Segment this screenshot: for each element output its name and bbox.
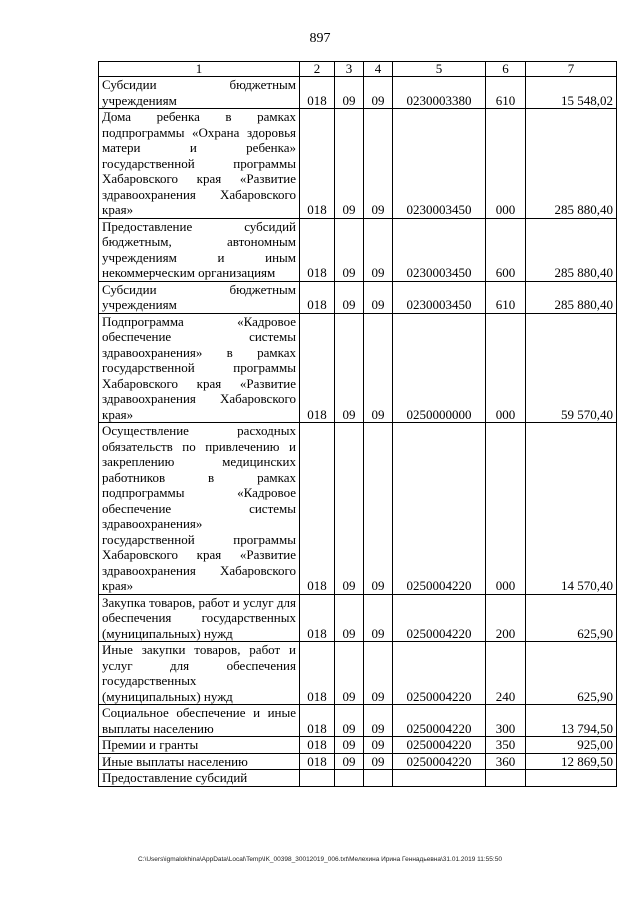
row-code-cell: 09 xyxy=(364,594,393,642)
row-code-cell: 09 xyxy=(335,281,364,313)
row-code-cell: 09 xyxy=(364,753,393,770)
table-row xyxy=(99,281,617,313)
row-code-cell: 018 xyxy=(300,423,335,595)
row-name-cell: Социальное обеспечение и иные выплаты населению xyxy=(99,705,300,737)
table-row xyxy=(99,313,617,423)
row-code-cell: 09 xyxy=(335,109,364,219)
row-name-cell: Предоставление субсидий xyxy=(99,770,300,787)
row-name-cell: Подпрограмма «Кадровое обеспечение системы здравоохранения» в рамках государственной программы Хабаровского края «Развитие здравоохранения Хабаровского края» xyxy=(99,313,300,423)
row-code-cell: 610 xyxy=(486,77,526,109)
header-cell: 6 xyxy=(486,62,526,77)
row-code-cell: 000 xyxy=(486,109,526,219)
row-name-cell: Предоставление субсидий бюджетным, автономным учреждениям и иным некоммерческим организациям xyxy=(99,218,300,281)
row-code-cell: 018 xyxy=(300,313,335,423)
row-code-cell: 09 xyxy=(335,594,364,642)
header-cell: 5 xyxy=(393,62,486,77)
row-code-cell: 09 xyxy=(364,218,393,281)
row-code-cell: 018 xyxy=(300,594,335,642)
table-row xyxy=(99,705,617,737)
row-code-cell: 0230003450 xyxy=(393,281,486,313)
row-code-cell: 09 xyxy=(364,281,393,313)
table-row xyxy=(99,109,617,219)
header-cell: 3 xyxy=(335,62,364,77)
row-code-cell: 09 xyxy=(335,753,364,770)
row-code-cell: 09 xyxy=(335,737,364,754)
row-code-cell: 925,00 xyxy=(526,737,617,754)
row-code-cell: 285 880,40 xyxy=(526,109,617,219)
table-row xyxy=(99,423,617,595)
row-code-cell: 285 880,40 xyxy=(526,281,617,313)
row-code-cell: 0250000000 xyxy=(393,313,486,423)
table-row xyxy=(99,77,617,109)
row-code-cell: 285 880,40 xyxy=(526,218,617,281)
row-code-cell: 0230003380 xyxy=(393,77,486,109)
row-code-cell xyxy=(300,770,335,787)
row-name-cell: Дома ребенка в рамках подпрограммы «Охрана здоровья матери и ребенка» государственной программы Хабаровского края «Развитие здравоохранения Хабаровского края» xyxy=(99,109,300,219)
header-cell: 4 xyxy=(364,62,393,77)
row-name-cell: Иные выплаты населению xyxy=(99,753,300,770)
header-row xyxy=(99,62,617,77)
row-code-cell: 018 xyxy=(300,642,335,705)
table-row xyxy=(99,753,617,770)
row-code-cell: 018 xyxy=(300,753,335,770)
table-row xyxy=(99,770,617,787)
row-code-cell: 000 xyxy=(486,423,526,595)
header-cell: 7 xyxy=(526,62,617,77)
row-code-cell: 200 xyxy=(486,594,526,642)
row-code-cell: 14 570,40 xyxy=(526,423,617,595)
row-code-cell: 350 xyxy=(486,737,526,754)
row-code-cell: 09 xyxy=(335,705,364,737)
row-code-cell: 600 xyxy=(486,218,526,281)
row-code-cell: 625,90 xyxy=(526,594,617,642)
row-code-cell: 09 xyxy=(364,705,393,737)
row-code-cell: 09 xyxy=(364,109,393,219)
row-code-cell xyxy=(393,770,486,787)
row-code-cell: 610 xyxy=(486,281,526,313)
row-code-cell: 0250004220 xyxy=(393,423,486,595)
row-code-cell: 09 xyxy=(364,313,393,423)
row-name-cell: Закупка товаров, работ и услуг для обеспечения государственных (муниципальных) нужд xyxy=(99,594,300,642)
row-code-cell: 15 548,02 xyxy=(526,77,617,109)
file-path-footer: C:\Users\igmalokhina\AppData\Local\Temp\IK_00398_30012019_006.txt\Мелехина Ирина Геннадьевна\31.01.2019 11:55:50 xyxy=(138,856,502,863)
row-code-cell: 09 xyxy=(364,642,393,705)
row-code-cell: 12 869,50 xyxy=(526,753,617,770)
row-code-cell xyxy=(486,770,526,787)
row-code-cell: 300 xyxy=(486,705,526,737)
table-row xyxy=(99,737,617,754)
row-name-cell: Премии и гранты xyxy=(99,737,300,754)
header-cell: 1 xyxy=(99,62,300,77)
row-code-cell: 09 xyxy=(364,423,393,595)
row-code-cell: 0230003450 xyxy=(393,218,486,281)
row-code-cell: 018 xyxy=(300,218,335,281)
row-code-cell: 018 xyxy=(300,705,335,737)
row-code-cell: 09 xyxy=(335,218,364,281)
page-number: 897 xyxy=(309,31,331,46)
row-code-cell: 09 xyxy=(335,642,364,705)
row-code-cell: 13 794,50 xyxy=(526,705,617,737)
row-code-cell: 09 xyxy=(335,423,364,595)
row-code-cell: 0250004220 xyxy=(393,737,486,754)
row-code-cell: 360 xyxy=(486,753,526,770)
row-code-cell: 0250004220 xyxy=(393,705,486,737)
row-code-cell: 625,90 xyxy=(526,642,617,705)
table-row xyxy=(99,642,617,705)
row-name-cell: Иные закупки товаров, работ и услуг для обеспечения государственных (муниципальных) нужд xyxy=(99,642,300,705)
row-code-cell: 0250004220 xyxy=(393,594,486,642)
row-code-cell: 0250004220 xyxy=(393,753,486,770)
table-row xyxy=(99,218,617,281)
row-code-cell: 018 xyxy=(300,109,335,219)
row-code-cell: 09 xyxy=(364,737,393,754)
budget-table xyxy=(98,61,617,787)
row-code-cell xyxy=(526,770,617,787)
row-name-cell: Осуществление расходных обязательств по привлечению и закреплению медицинских работников в рамках подпрограммы «Кадровое обеспечение системы здравоохранения» государственной программы Хабаровского края «Развитие здравоохранения Хабаровского края» xyxy=(99,423,300,595)
row-code-cell: 59 570,40 xyxy=(526,313,617,423)
row-code-cell: 09 xyxy=(364,77,393,109)
row-code-cell: 0230003450 xyxy=(393,109,486,219)
row-name-cell: Субсидии бюджетным учреждениям xyxy=(99,77,300,109)
row-code-cell: 018 xyxy=(300,737,335,754)
row-name-cell: Субсидии бюджетным учреждениям xyxy=(99,281,300,313)
row-code-cell: 09 xyxy=(335,313,364,423)
row-code-cell: 240 xyxy=(486,642,526,705)
header-cell: 2 xyxy=(300,62,335,77)
row-code-cell: 018 xyxy=(300,281,335,313)
row-code-cell: 09 xyxy=(335,77,364,109)
table-row xyxy=(99,594,617,642)
row-code-cell: 0250004220 xyxy=(393,642,486,705)
row-code-cell: 000 xyxy=(486,313,526,423)
row-code-cell xyxy=(364,770,393,787)
row-code-cell xyxy=(335,770,364,787)
row-code-cell: 018 xyxy=(300,77,335,109)
